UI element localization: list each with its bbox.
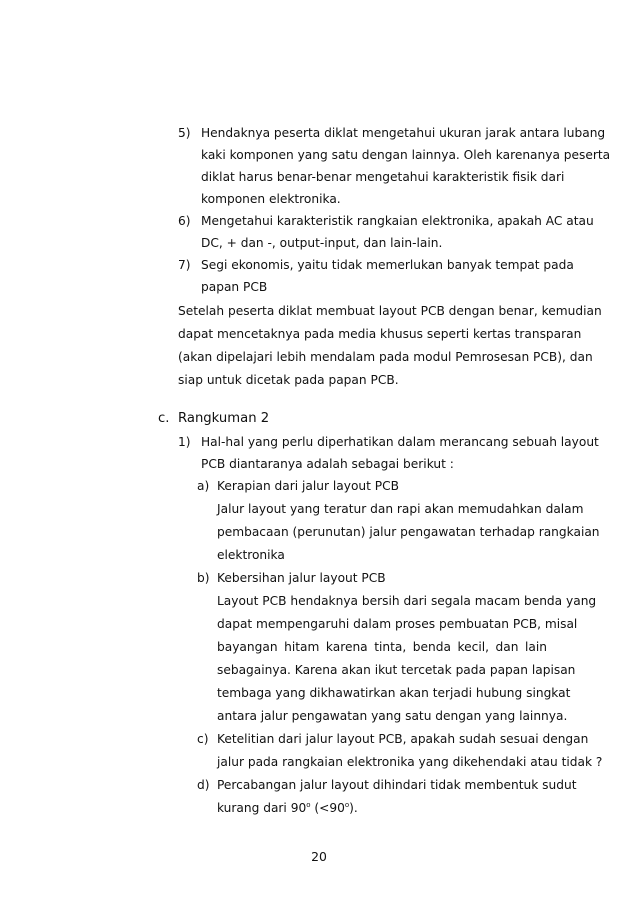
- sublist-letter: a): [197, 479, 210, 493]
- sublist-line: jalur pada rangkaian elektronika yang dikehendaki atau tidak ?: [217, 755, 603, 769]
- list-item-line: diklat harus benar-benar mengetahui karakteristik fisik dari: [201, 170, 565, 184]
- sublist-letter: d): [197, 778, 210, 792]
- list-item-line: Hal-hal yang perlu diperhatikan dalam merancang sebuah layout: [201, 435, 599, 449]
- degree-superscript: o: [306, 801, 311, 809]
- sublist-title: Kerapian dari jalur layout PCB: [217, 479, 399, 493]
- list-item-line: DC, + dan -, output-input, dan lain-lain.: [201, 236, 443, 250]
- sublist-letter: b): [197, 571, 210, 585]
- list-number: 7): [178, 258, 191, 272]
- list-item-line: papan PCB: [201, 280, 268, 294]
- sublist-line-with-superscript: [217, 800, 358, 816]
- paragraph-line: siap untuk dicetak pada papan PCB.: [178, 373, 399, 387]
- sublist-line: tembaga yang dikhawatirkan akan terjadi hubung singkat: [217, 686, 571, 700]
- sublist-title: Kebersihan jalur layout PCB: [217, 571, 386, 585]
- paragraph-line: dapat mencetaknya pada media khusus seperti kertas transparan: [178, 327, 582, 341]
- sublist-line: sebagainya. Karena akan ikut tercetak pada papan lapisan: [217, 663, 576, 677]
- paragraph-line: (akan dipelajari lebih mendalam pada modul Pemrosesan PCB), dan: [178, 350, 593, 364]
- sublist-line: bayangan hitam karena tinta, benda kecil, dan lain: [217, 640, 547, 654]
- sublist-line: elektronika: [217, 548, 285, 562]
- list-item-line: kaki komponen yang satu dengan lainnya. Oleh karenanya peserta: [201, 148, 611, 162]
- list-item-line: Hendaknya peserta diklat mengetahui ukuran jarak antara lubang: [201, 126, 606, 140]
- sublist-line: Percabangan jalur layout dihindari tidak membentuk sudut: [217, 778, 577, 792]
- paragraph-line: Setelah peserta diklat membuat layout PCB dengan benar, kemudian: [178, 304, 602, 318]
- sublist-line: Ketelitian dari jalur layout PCB, apakah sudah sesuai dengan: [217, 732, 589, 746]
- sublist-text: ).: [349, 801, 358, 815]
- section-letter: c.: [158, 411, 170, 426]
- list-item-line: Mengetahui karakteristik rangkaian elektronika, apakah AC atau: [201, 214, 594, 228]
- sublist-line: dapat mempengaruhi dalam proses pembuatan PCB, misal: [217, 617, 578, 631]
- sublist-line: antara jalur pengawatan yang satu dengan yang lainnya.: [217, 709, 568, 723]
- page-number: 20: [311, 849, 327, 864]
- list-number: 5): [178, 126, 191, 140]
- sublist-line: Layout PCB hendaknya bersih dari segala macam benda yang: [217, 594, 597, 608]
- list-number: 1): [178, 435, 191, 449]
- list-item-line: PCB diantaranya adalah sebagai berikut :: [201, 457, 454, 471]
- list-item-line: komponen elektronika.: [201, 192, 341, 206]
- sublist-line: pembacaan (perunutan) jalur pengawatan terhadap rangkaian: [217, 525, 600, 539]
- sublist-text: (<90: [310, 801, 345, 815]
- sublist-line: Jalur layout yang teratur dan rapi akan memudahkan dalam: [217, 502, 584, 516]
- section-title: Rangkuman 2: [178, 411, 270, 426]
- degree-superscript: o: [344, 801, 350, 809]
- list-item-line: Segi ekonomis, yaitu tidak memerlukan banyak tempat pada: [201, 258, 574, 272]
- sublist-letter: c): [197, 732, 209, 746]
- sublist-text: kurang dari 90: [217, 801, 307, 815]
- list-number: 6): [178, 214, 191, 228]
